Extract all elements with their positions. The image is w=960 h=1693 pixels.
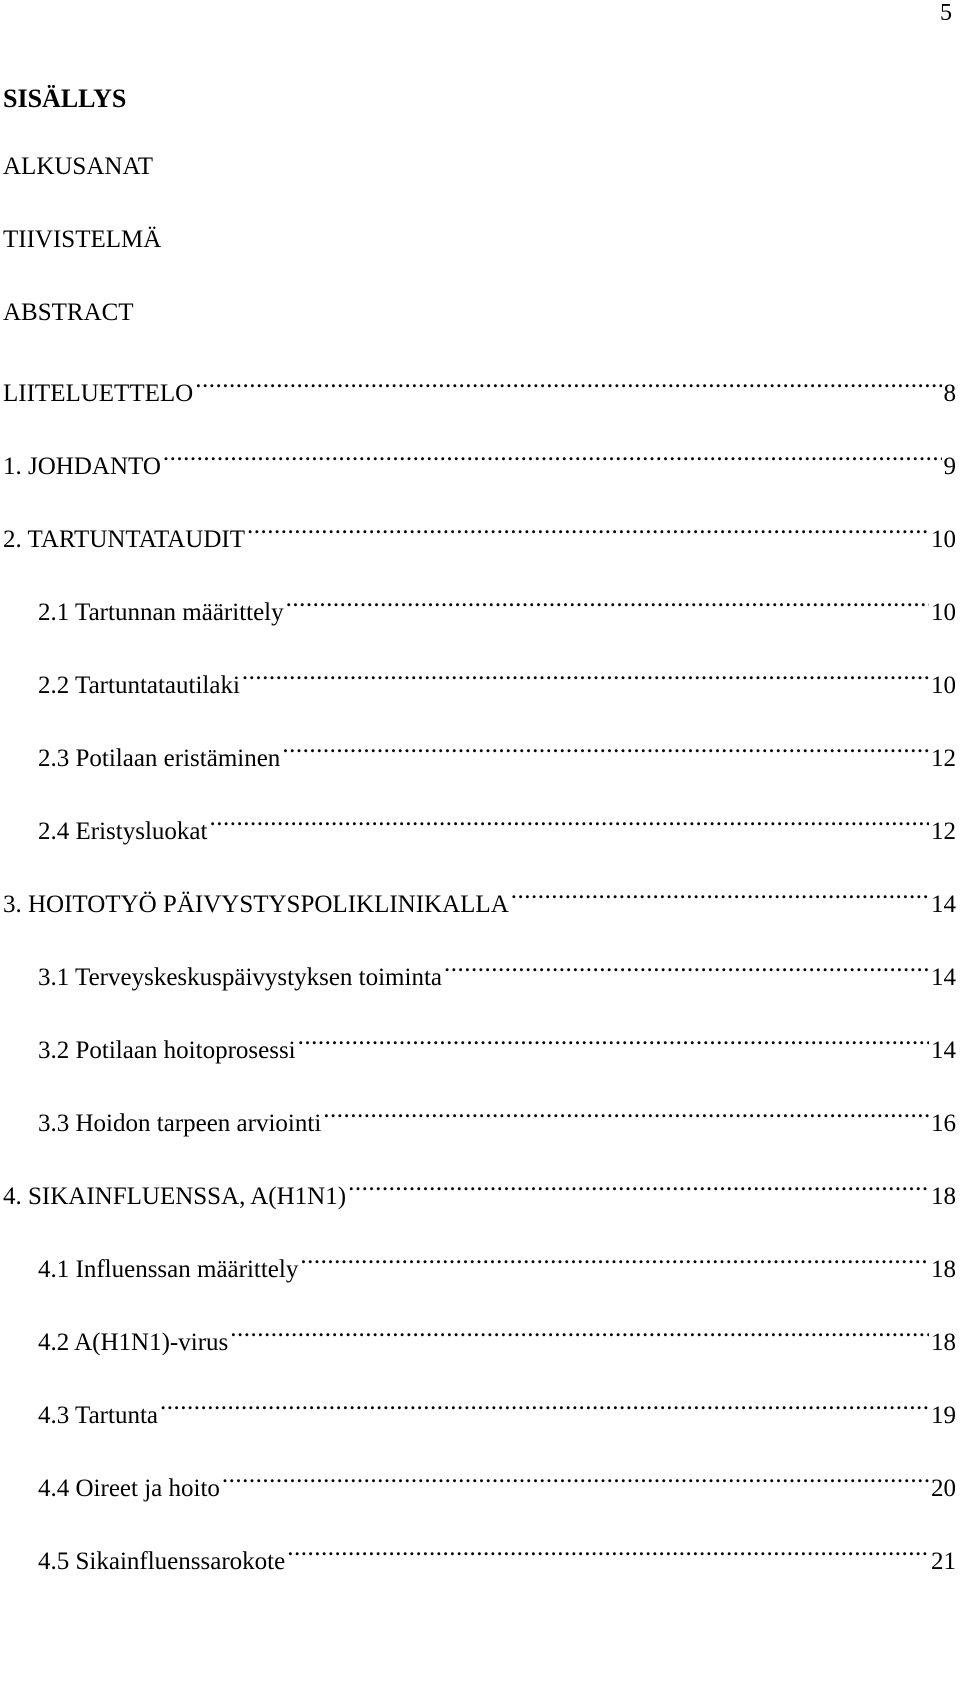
toc-dot-leader (298, 1028, 929, 1058)
toc-entry-label: 3.3 Hoidon tarpeen arviointi (38, 1110, 322, 1137)
toc-entry[interactable] (38, 1101, 956, 1137)
toc-entry-page: 20 (931, 1475, 956, 1502)
toc-entry-page: 18 (931, 1329, 956, 1356)
toc-entry[interactable] (38, 1393, 956, 1429)
toc-dot-leader (511, 882, 929, 912)
toc-entry-page: 9 (943, 453, 956, 480)
toc-entry-label: ABSTRACT (3, 299, 134, 326)
toc-entry-label: 2.3 Potilaan eristäminen (38, 745, 281, 772)
toc-entry[interactable] (3, 517, 956, 553)
toc-entry-label: 4. SIKAINFLUENSSA, A(H1N1) (3, 1183, 347, 1210)
toc-front-matter-item[interactable] (3, 298, 956, 328)
toc-entry-page: 16 (931, 1110, 956, 1137)
toc-dot-leader (209, 809, 929, 839)
toc-entry[interactable] (38, 955, 956, 991)
toc-entry-label: 3. HOITOTYÖ PÄIVYSTYSPOLIKLINIKALLA (3, 891, 509, 918)
toc-dot-leader (222, 1466, 929, 1496)
toc-dot-leader (195, 371, 941, 401)
toc-entry[interactable] (38, 1320, 956, 1356)
toc-dot-leader (160, 1393, 929, 1423)
toc-dot-leader (230, 1320, 929, 1350)
toc-entry[interactable] (3, 444, 956, 480)
toc-dot-leader (444, 955, 929, 985)
toc-entry-label: 2. TARTUNTATAUDIT (3, 526, 246, 553)
toc-entry-label: 4.4 Oireet ja hoito (38, 1475, 220, 1502)
toc-entry[interactable] (38, 1466, 956, 1502)
toc-entry-label: 2.4 Eristysluokat (38, 818, 208, 845)
toc-entry[interactable] (3, 371, 956, 407)
toc-entry-page: 14 (931, 964, 956, 991)
toc-entry-page: 14 (931, 891, 956, 918)
toc-front-matter-item[interactable] (3, 225, 956, 255)
toc-entry-label: ALKUSANAT (3, 153, 153, 180)
toc-entry-page: 19 (931, 1402, 956, 1429)
toc-entry-label: 4.1 Influenssan määrittely (38, 1256, 299, 1283)
toc-entry-page: 18 (931, 1183, 956, 1210)
toc-entry[interactable] (38, 1028, 956, 1064)
toc-entry-label: LIITELUETTELO (3, 380, 194, 407)
toc-entry[interactable] (3, 1174, 956, 1210)
toc-entry-page: 10 (931, 672, 956, 699)
toc-dot-leader (348, 1174, 929, 1204)
toc-front-matter-item[interactable] (3, 152, 956, 182)
toc-dot-leader (286, 590, 929, 620)
toc-entry-label: 4.2 A(H1N1)-virus (38, 1329, 229, 1356)
toc-dot-leader (287, 1539, 929, 1569)
toc-entry-label: 3.1 Terveyskeskuspäivystyksen toiminta (38, 964, 442, 991)
toc-entry[interactable] (38, 1247, 956, 1283)
toc-entry[interactable] (38, 590, 956, 626)
toc-entry-page: 14 (931, 1037, 956, 1064)
toc-entry-label: 3.2 Potilaan hoitoprosessi (38, 1037, 296, 1064)
toc-entry[interactable] (3, 882, 956, 918)
toc-entry-page: 18 (931, 1256, 956, 1283)
toc-entry-label: 4.5 Sikainfluenssarokote (38, 1548, 286, 1575)
toc-entry-label: 4.3 Tartunta (38, 1402, 158, 1429)
toc-entry-page: 8 (943, 380, 956, 407)
toc-entry-label: 2.2 Tartuntatautilaki (38, 672, 240, 699)
page-number: 5 (940, 0, 952, 26)
toc-entry-page: 21 (931, 1548, 956, 1575)
toc-dot-leader (300, 1247, 929, 1277)
toc-entry[interactable] (38, 736, 956, 772)
toc-entry-page: 12 (931, 818, 956, 845)
toc-dot-leader (242, 663, 929, 693)
toc-entry-page: 12 (931, 745, 956, 772)
toc-entry-label: 1. JOHDANTO (3, 453, 161, 480)
toc-dot-leader (323, 1101, 929, 1131)
toc-heading: SISÄLLYS (3, 84, 127, 113)
toc-dot-leader (282, 736, 929, 766)
toc-dot-leader (247, 517, 929, 547)
toc-entry-page: 10 (931, 599, 956, 626)
toc-dot-leader (163, 444, 942, 474)
toc-entry[interactable] (38, 663, 956, 699)
toc-entry-label: 2.1 Tartunnan määrittely (38, 599, 284, 626)
toc-entry-label: TIIVISTELMÄ (3, 226, 162, 253)
toc-entry[interactable] (38, 1539, 956, 1575)
toc-entry[interactable] (38, 809, 956, 845)
toc-entry-page: 10 (931, 526, 956, 553)
